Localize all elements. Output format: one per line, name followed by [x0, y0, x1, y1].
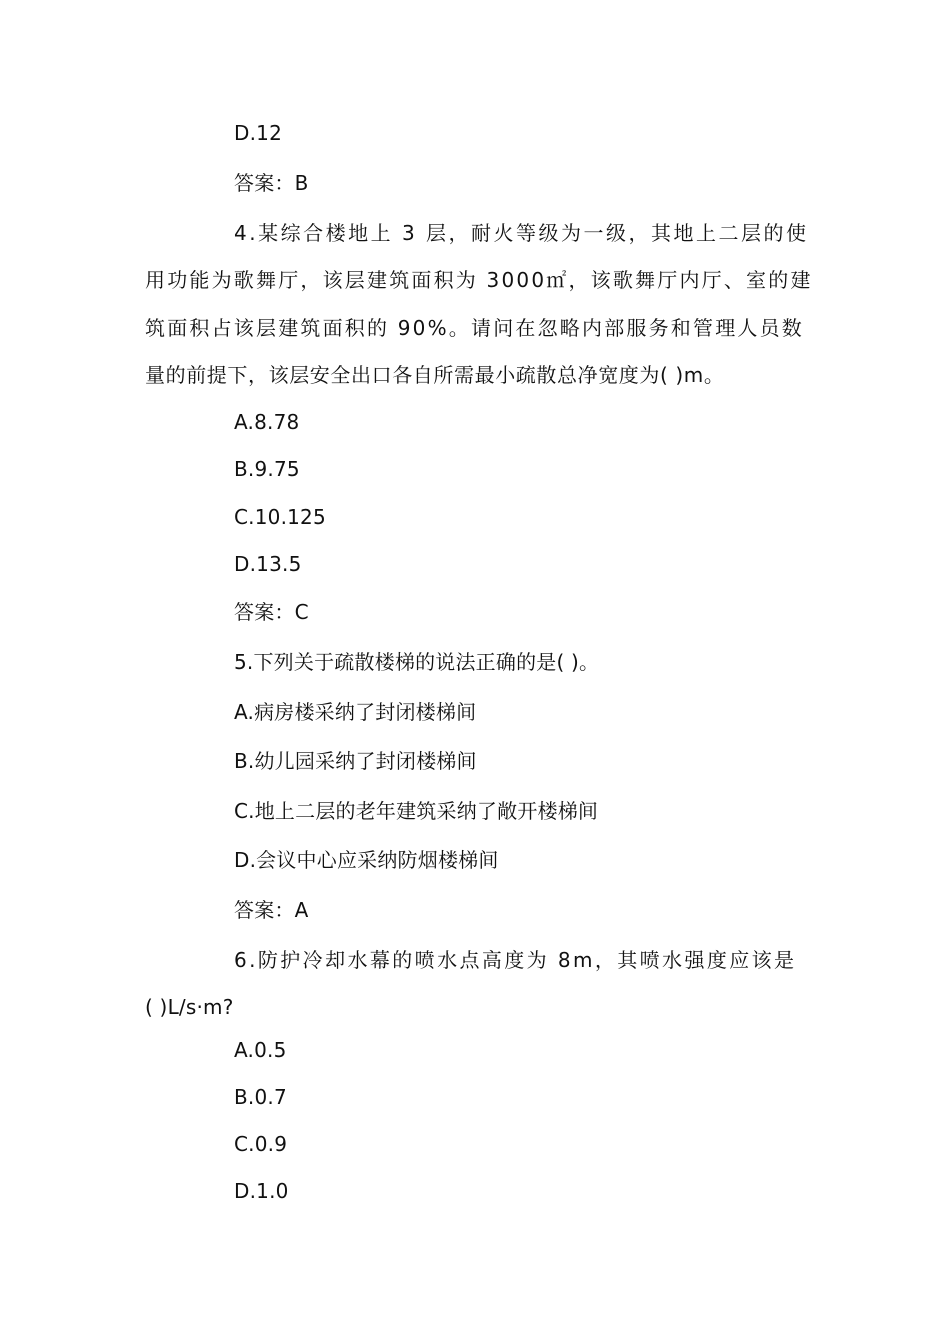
q5-option-c: C.地上二层的老年建筑采纳了敞开楼梯间 — [234, 799, 599, 823]
q4-option-d: D.13.5 — [234, 552, 302, 576]
q4-stem-line-1: 4.某综合楼地上 3 层，耐火等级为一级，其地上二层的使 — [234, 221, 809, 245]
q6-stem-line-1: 6.防护冷却水幕的喷水点高度为 8m，其喷水强度应该是 — [234, 948, 797, 972]
q6-stem-line-2: ( )L/s·m? — [145, 995, 234, 1019]
q6-option-b: B.0.7 — [234, 1085, 287, 1109]
q4-option-b: B.9.75 — [234, 457, 300, 481]
q4-option-a: A.8.78 — [234, 410, 300, 434]
q6-option-d: D.1.0 — [234, 1179, 289, 1203]
q5-stem: 5.下列关于疏散楼梯的说法正确的是( )。 — [234, 650, 600, 674]
q3-answer: 答案：B — [234, 171, 309, 195]
q4-stem-line-4: 量的前提下，该层安全出口各自所需最小疏散总净宽度为( )m。 — [145, 363, 725, 387]
q6-option-c: C.0.9 — [234, 1132, 288, 1156]
q5-option-d: D.会议中心应采纳防烟楼梯间 — [234, 848, 499, 872]
q6-option-a: A.0.5 — [234, 1038, 287, 1062]
q5-option-a: A.病房楼采纳了封闭楼梯间 — [234, 700, 477, 724]
q5-answer: 答案：A — [234, 898, 309, 922]
q4-stem-line-3: 筑面积占该层建筑面积的 90%。请问在忽略内部服务和管理人员数 — [145, 316, 805, 340]
q4-option-c: C.10.125 — [234, 505, 326, 529]
q3-option-d: D.12 — [234, 121, 283, 145]
q4-stem-line-2: 用功能为歌舞厅，该层建筑面积为 3000㎡，该歌舞厅内厅、室的建 — [145, 268, 813, 292]
q4-answer: 答案：C — [234, 600, 309, 624]
q5-option-b: B.幼儿园采纳了封闭楼梯间 — [234, 749, 477, 773]
